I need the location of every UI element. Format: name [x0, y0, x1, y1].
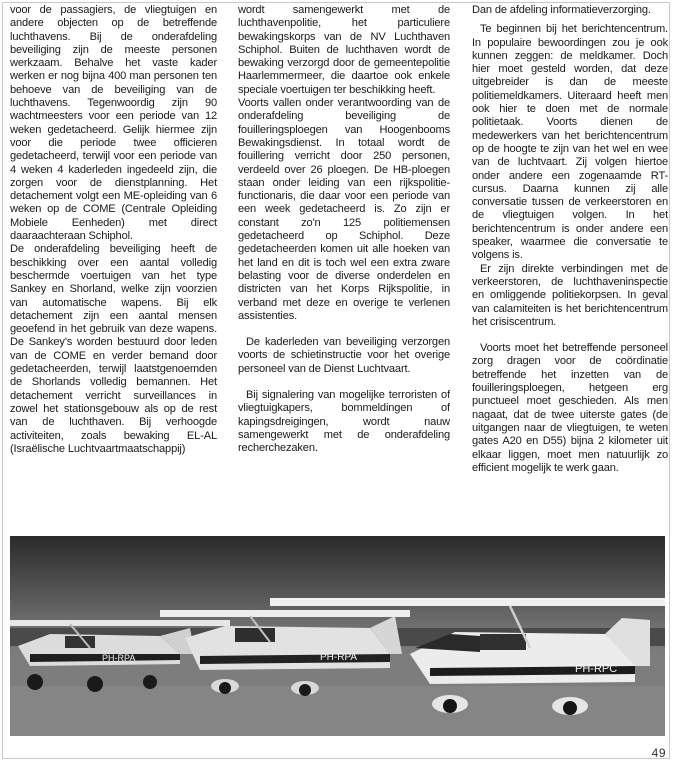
paragraph: Voorts moet het betreffende personeel zorg dragen voor de coördinatie betreffende het inzetten van de fouilleringsploegen, hetgeen erg punctueel moet geschieden. Als men nagaat, dat de twee uiterste gates (de uitgangen naar de vliegtuigen, te weten gates A20 en D55) bijna 2 kilometer uit elkaar liggen, moet men natuurlijk zo efficient mogelijk te werk gaan. — [472, 342, 668, 474]
paragraph: wordt samengewerkt met de luchthavenpolitie, het particuliere bewakingskorps van de NV Luchthaven Schiphol. Buiten de luchthaven wordt de bewaking verzorgd door de gemeentepolitie Haarlemmermeer, die daartoe ook enkele speciale voertuigen ter beschikking heeft. — [238, 4, 450, 96]
paragraph: Voorts vallen onder verantwoording van de onderafdeling beveiliging de fouilleringsploegen van Hoogenbooms Bewakingsdienst. In totaal wordt de fouillering verricht door 250 personen, verdeeld over 26 ploegen. De HB-ploegen staan onder leiding van een rijkspolitie-functionaris, die daar voor een periode van een week gedetacheerd is. Zo zijn er constant zo'n 125 politiemensen gedetacheerd op Schiphol. Deze gedetacheerden komen uit alle hoeken van het land en dit is toch wel een extra zware belasting voor de diverse onderdelen en districten van het Korps Rijkspolitie, in verband met deze en overige te verlenen assistenties. — [238, 97, 450, 322]
text-column-1 — [10, 4, 217, 530]
paragraph: Dan de afdeling informatieverzorging. — [472, 4, 651, 16]
article-columns — [10, 4, 668, 530]
paragraph: De kaderleden van beveiliging verzorgen voorts de schietinstructie voor het overige personeel van de Dienst Luchtvaart. — [238, 336, 450, 375]
text-column-2 — [238, 4, 450, 530]
paragraph: De onderafdeling beveiliging heeft de beschikking over een aantal volledig beschermde voertuigen van het type Sankey en Shorland, welke zijn voorzien van automatische wapens. Bij elk detachement zijn een aantal mensen geoefend in het gebruik van deze wapens. De Sankey's worden bestuurd door leden van de COME en verder bemand door gedetacheerden, terwijl laatstgenoemden de Shorlands volledig bemannen. Het detachement verricht surveillances in zowel het stationsgebouw als op de rest van de luchthaven. Bij verhoogde activiteiten, zoals bewaking EL-AL (Israëlische Luchtvaartmaatschappij) — [10, 243, 217, 455]
paragraph: voor de passagiers, de vliegtuigen en andere objecten op de betreffende luchthavens. Bij de onderafdeling beveiliging zijn de meeste personen werkzaam. Behalve het vaste kader werken er nog bijna 400 man personen ten behoeve van de beveiliging van de luchthavens. Tegenwoordig zijn 90 wachtmeesters voor een periode van 12 weken gedetacheerd. Gelijk hiermee zijn voor die periode twee officieren gedetacheerd, terwijl voor een periode van 4 weken 4 kaderleden ingedeeld zijn, die zorgen voor de dienstplanning. Het detachement volgt een ME-opleiding van 6 weken op de COME (Centrale Opleiding Mobiele Eenheden) met direct daaraachteraan Schiphol. — [10, 4, 217, 243]
registration-label: PH-RPA — [320, 652, 358, 663]
registration-label: PH-RPA — [102, 653, 136, 663]
page-number: 49 — [651, 746, 666, 760]
aircraft-photo — [10, 536, 665, 736]
paragraph: Er zijn direkte verbindingen met de verkeerstoren, de luchthaveninspectie en omliggende politiekorpsen. In geval van calamiteiten is het berichtencentrum het crisiscentrum. — [472, 262, 668, 328]
text-column-3 — [472, 4, 668, 530]
aircraft-photo-drawing — [10, 536, 665, 736]
registration-label: PH-RPC — [575, 663, 618, 675]
paragraph: Bij signalering van mogelijke terroristen of vliegtuigkapers, bommeldingen of kapingsdreigingen, wordt nauw samengewerkt met de onderafdeling recherchezaken. — [238, 389, 450, 455]
paragraph: Te beginnen bij het berichtencentrum. In populaire bewoordingen zou je ook kunnen zeggen: de meldkamer. Doch hier moet gesteld worden, dat deze uitgebreider is dan de meeste politiemeldkamers. Uiteraard heeft men ook hier te doen met de normale politietaak. Voorts dienen de medewerkers van het berichtencentrum op de hoogte te zijn van het wel en wee van de luchtvaart. Zij volgen hiertoe onder andere een zogenaamde RT-cursus. Daarna kunnen zij alle conversatie tussen de verkeerstoren en de vliegtuigen volgen. In het berichtencentrum is onder andere een speaker, waarmee die conversatie te volgens is. — [472, 23, 668, 262]
